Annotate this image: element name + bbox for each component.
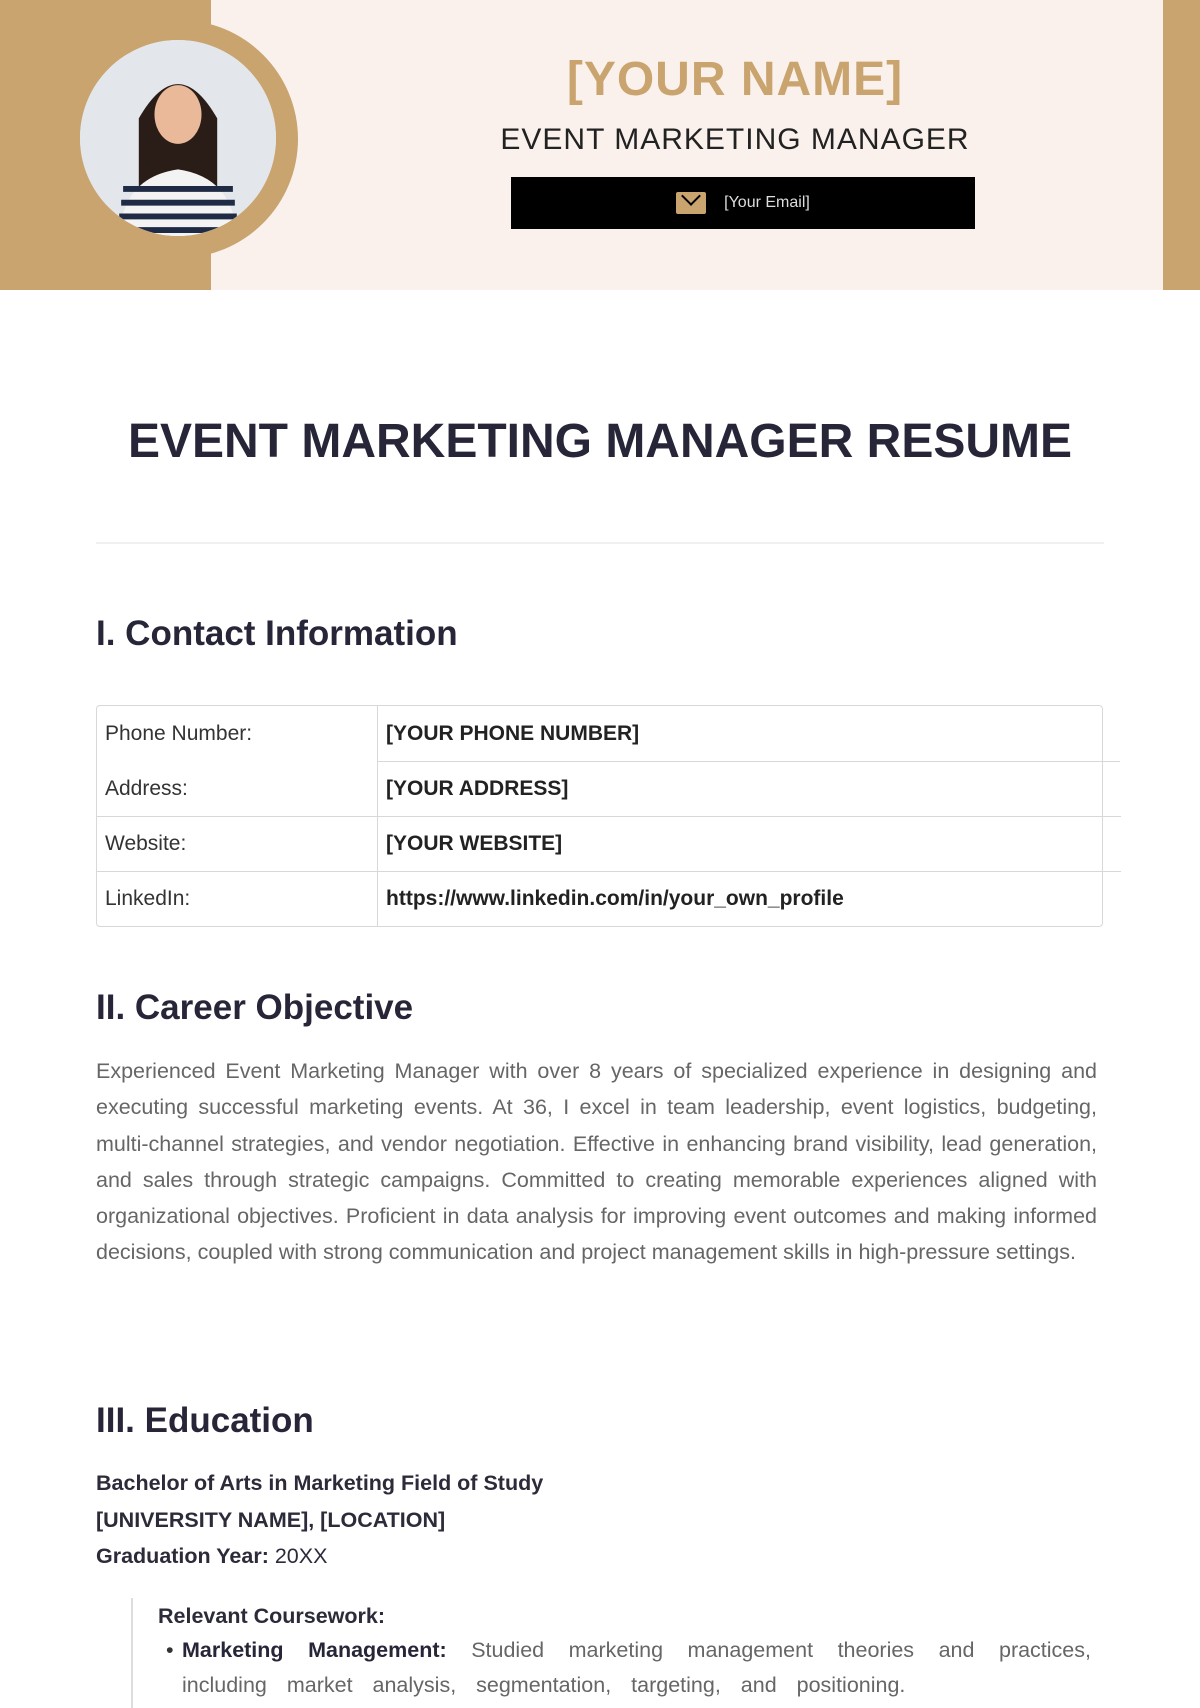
row-value: [YOUR ADDRESS]: [386, 776, 569, 800]
email-bar: [511, 177, 975, 229]
row-label: Phone Number:: [97, 706, 378, 761]
row-label: Address:: [97, 761, 378, 816]
divider: [96, 542, 1104, 544]
row-value: [YOUR PHONE NUMBER]: [386, 721, 640, 745]
envelope-icon: [676, 192, 706, 214]
row-label: Website:: [97, 816, 378, 871]
gold-band-right: [1163, 0, 1200, 290]
email-text[interactable]: [Your Email]: [724, 194, 810, 211]
candidate-name: [YOUR NAME]: [566, 53, 904, 106]
contact-table: [96, 705, 1103, 927]
table-row: [97, 816, 1102, 871]
course-title: Marketing Management:: [182, 1638, 447, 1662]
course-text: Studied marketing management theories and practices, including market analysis, segmentation, targeting, and positioning.: [182, 1638, 1091, 1697]
graduation: [96, 1544, 327, 1569]
header-banner: [0, 0, 1200, 290]
graduation-label: Graduation Year:: [96, 1544, 269, 1568]
objective-heading: II. Career Objective: [96, 988, 414, 1027]
degree: Bachelor of Arts in Marketing Field of Study: [96, 1471, 544, 1495]
table-row: [97, 706, 1102, 761]
list-item: [158, 1633, 1091, 1703]
coursework-block: [131, 1598, 1091, 1708]
document-title: EVENT MARKETING MANAGER RESUME: [127, 415, 1073, 468]
education-heading: III. Education: [96, 1401, 314, 1440]
row-value: [YOUR WEBSITE]: [386, 831, 563, 855]
school: [UNIVERSITY NAME], [LOCATION]: [96, 1508, 446, 1532]
table-row: [97, 871, 1102, 926]
row-value[interactable]: https://www.linkedin.com/in/your_own_profile: [386, 886, 844, 910]
profile-photo: [80, 40, 276, 236]
objective-text: Experienced Event Marketing Manager with over 8 years of specialized experience in designing and executing successful marketing events. At 36, I excel in team leadership, event logistics, budgeting, multi-channel strategies, and vendor negotiation. Effective in enhancing brand visibility, lead generation, and sales through strategic campaigns. Committed to creating memorable experiences aligned with organizational objectives. Proficient in data analysis for improving event outcomes and making informed decisions, coupled with strong communication and project management skills in high-pressure settings.: [96, 1059, 1097, 1265]
graduation-year: 20XX: [274, 1544, 328, 1568]
coursework-heading: Relevant Coursework:: [158, 1604, 386, 1628]
row-label: LinkedIn:: [97, 871, 378, 926]
candidate-role: EVENT MARKETING MANAGER: [500, 123, 970, 156]
table-row: [97, 761, 1102, 816]
contact-heading: I. Contact Information: [96, 614, 458, 653]
